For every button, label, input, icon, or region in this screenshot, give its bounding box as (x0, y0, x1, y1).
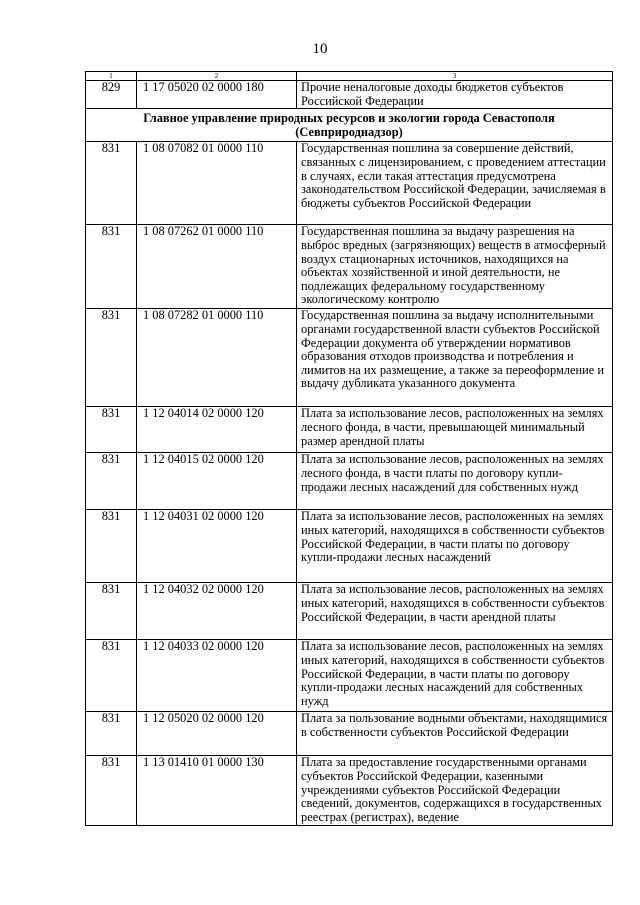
budget-classification-code: 1 13 01410 01 0000 130 (137, 756, 297, 826)
budget-classification-code: 1 12 04015 02 0000 120 (137, 453, 297, 510)
table-row (86, 225, 613, 309)
column-number: 3 (297, 72, 613, 81)
revenue-description: Государственная пошлина за выдачу разрешения на выброс вредных (загрязняющих) веществ в атмосферный воздух стационарных источников, находящихся на объектах хозяйственной и иной деятельности, не подлежащих федеральному государственному экологическому контролю (297, 225, 613, 309)
table-row (86, 407, 613, 453)
budget-classification-code: 1 12 04014 02 0000 120 (137, 407, 297, 453)
revenue-description: Плата за использование лесов, расположенных на землях иных категорий, находящихся в собственности субъектов Российской Федерации, в части платы по договору купли-продажи лесных насаждений (297, 510, 613, 583)
admin-code: 831 (86, 712, 137, 756)
revenue-description: Плата за использование лесов, расположенных на землях лесного фонда, в части, превышающей минимальный размер арендной платы (297, 407, 613, 453)
column-number: 2 (137, 72, 297, 81)
section-row (86, 109, 613, 142)
budget-classification-code: 1 12 04032 02 0000 120 (137, 583, 297, 640)
admin-code: 831 (86, 640, 137, 712)
budget-classification-code: 1 12 04033 02 0000 120 (137, 640, 297, 712)
admin-code: 831 (86, 142, 137, 225)
admin-code: 831 (86, 510, 137, 583)
table-row (86, 142, 613, 225)
page-number: 10 (312, 41, 328, 57)
section-title: Главное управление природных ресурсов и экологии города Севастополя (Севприроднадзор) (86, 109, 613, 142)
admin-code: 829 (86, 81, 137, 109)
table-row (86, 712, 613, 756)
revenue-description: Плата за предоставление государственными органами субъектов Российской Федерации, казенными учреждениями субъектов Российской Федерации сведений, документов, содержащихся в государственных реестрах (регистрах), ведение (297, 756, 613, 826)
admin-code: 831 (86, 225, 137, 309)
table-row (86, 756, 613, 826)
revenue-description: Прочие неналоговые доходы бюджетов субъектов Российской Федерации (297, 81, 613, 109)
budget-classification-code: 1 12 05020 02 0000 120 (137, 712, 297, 756)
revenue-description: Государственная пошлина за совершение действий, связанных с лицензированием, с проведением аттестации в случаях, если такая аттестация предусмотрена законодательством Российской Федерации, зачисляемая в бюджеты субъектов Российской Федерации (297, 142, 613, 225)
revenue-table (85, 71, 613, 826)
budget-classification-code: 1 08 07262 01 0000 110 (137, 225, 297, 309)
revenue-description: Плата за использование лесов, расположенных на землях лесного фонда, в части платы по договору купли-продажи лесных насаждений для собственных нужд (297, 453, 613, 510)
table-row (86, 453, 613, 510)
table-row (86, 309, 613, 407)
table-row (86, 81, 613, 109)
column-number: 1 (86, 72, 137, 81)
admin-code: 831 (86, 453, 137, 510)
budget-classification-code: 1 08 07282 01 0000 110 (137, 309, 297, 407)
revenue-description: Плата за использование лесов, расположенных на землях иных категорий, находящихся в собственности субъектов Российской Федерации, в части платы по договору купли-продажи лесных насаждений для собственных нужд (297, 640, 613, 712)
admin-code: 831 (86, 756, 137, 826)
revenue-description: Плата за пользование водными объектами, находящимися в собственности субъектов Российской Федерации (297, 712, 613, 756)
table-row (86, 583, 613, 640)
admin-code: 831 (86, 309, 137, 407)
table-row (86, 640, 613, 712)
budget-classification-code: 1 08 07082 01 0000 110 (137, 142, 297, 225)
revenue-description: Государственная пошлина за выдачу исполнительными органами государственной власти субъектов Российской Федерации документа об утверждении нормативов образования отходов производства и потребления и лимитов на их размещение, а также за переоформление и выдачу дубликата указанного документа (297, 309, 613, 407)
revenue-description: Плата за использование лесов, расположенных на землях иных категорий, находящихся в собственности субъектов Российской Федерации, в части арендной платы (297, 583, 613, 640)
budget-classification-code: 1 17 05020 02 0000 180 (137, 81, 297, 109)
admin-code: 831 (86, 583, 137, 640)
admin-code: 831 (86, 407, 137, 453)
table-row (86, 510, 613, 583)
budget-classification-code: 1 12 04031 02 0000 120 (137, 510, 297, 583)
